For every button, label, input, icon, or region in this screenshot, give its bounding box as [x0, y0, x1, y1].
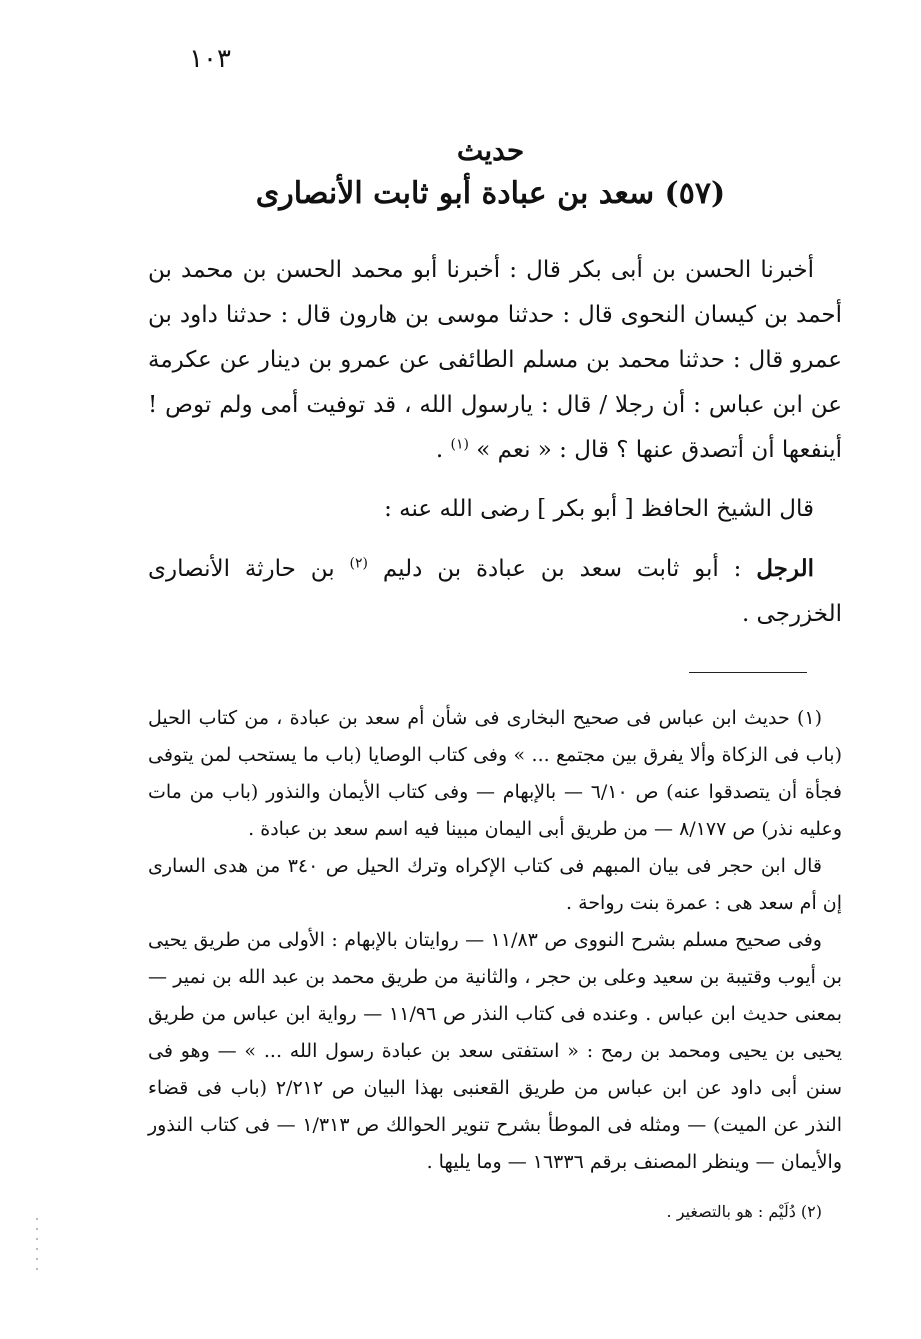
- footnote-2: (٢) دُلَيْم : هو بالتصغير .: [666, 1202, 822, 1221]
- footnote-1-paragraph-3: وفى صحيح مسلم بشرح النووى ص ١١/٨٣ — روايتان بالإبهام : الأولى من طريق يحيى بن أيوب وقتيبة بن سعيد وعلى بن حجر ، والثانية من طريق محمد بن عبد الله بن نمير — بمعنى حديث ابن عباس . وعنده فى كتاب النذر ص ١١/٩٦ — رواية ابن عباس من طريق يحيى بن يحيى ومحمد بن رمح : « استفتى سعد بن عبادة رسول الله ... » — وهو فى سنن أبى داود عن ابن عباس من طريق القعنبى بهذا البيان ص ٢/٢١٢ (باب فى قضاء النذر عن الميت) — ومثله فى الموطأ بشرح تنوير الحوالك ص ١/٣١٣ — فى كتاب النذور والأيمان — وينظر المصنف برقم ١٦٣٣٦ — وما يليها .: [148, 929, 842, 1173]
- hadith-end: .: [435, 437, 451, 463]
- chapter-title: (٥٧) سعد بن عبادة أبو ثابت الأنصارى: [255, 176, 726, 211]
- man-paragraph: [148, 546, 842, 637]
- man-text-2: بن حارثة الأنصارى الخزرجى .: [148, 556, 842, 627]
- hadith-paragraph: [148, 248, 842, 473]
- man-label: الرجل: [756, 555, 814, 582]
- page-number: ١٠٣: [189, 44, 231, 74]
- footnotes: [148, 700, 842, 1230]
- footnote-ref-1[interactable]: (١): [450, 436, 469, 453]
- main-text: [148, 248, 842, 637]
- footnote-divider: [689, 672, 807, 673]
- footnote-1-paragraph-2: قال ابن حجر فى بيان المبهم فى كتاب الإكراه وترك الحيل ص ٣٤٠ من هدى السارى إن أم سعد هى : عمرة بنت رواحة .: [148, 855, 842, 914]
- scan-edge-marks: [36, 1218, 38, 1278]
- footnote-ref-2[interactable]: (٢): [349, 555, 368, 572]
- footnote-1-paragraph-1: (١) حديث ابن عباس فى صحيح البخارى فى شأن أم سعد بن عبادة ، من كتاب الحيل (باب فى الزكاة وألا يفرق بين مجتمع ... » وفى كتاب الوصايا (باب ما يستحب لمن يتوفى فجأة أن يتصدقوا عنه) ص ٦/١٠ — بالإبهام — وفى كتاب الأيمان والنذور (باب من مات وعليه نذر) ص ٨/١٧٧ — من طريق أبى اليمان مبينا فيه اسم سعد بن عبادة .: [148, 707, 842, 840]
- sheikh-paragraph: قال الشيخ الحافظ [ أبو بكر ] رضى الله عنه :: [384, 496, 814, 522]
- man-text-1: : أبو ثابت سعد بن عبادة بن دليم: [368, 556, 757, 582]
- hadith-text: أخبرنا الحسن بن أبى بكر قال : أخبرنا أبو محمد الحسن بن محمد بن أحمد بن كيسان النحوى قال : حدثنا موسى بن هارون قال : حدثنا داود بن عمرو قال : حدثنا محمد بن مسلم الطائفى عن عمرو بن دينار عن عكرمة عن ابن عباس : أن رجلا / قال : يارسول الله ، قد توفيت أمى ولم توص ! أينفعها أن أتصدق عنها ؟ قال : « نعم »: [148, 257, 842, 463]
- chapter-label: حديث: [456, 134, 525, 167]
